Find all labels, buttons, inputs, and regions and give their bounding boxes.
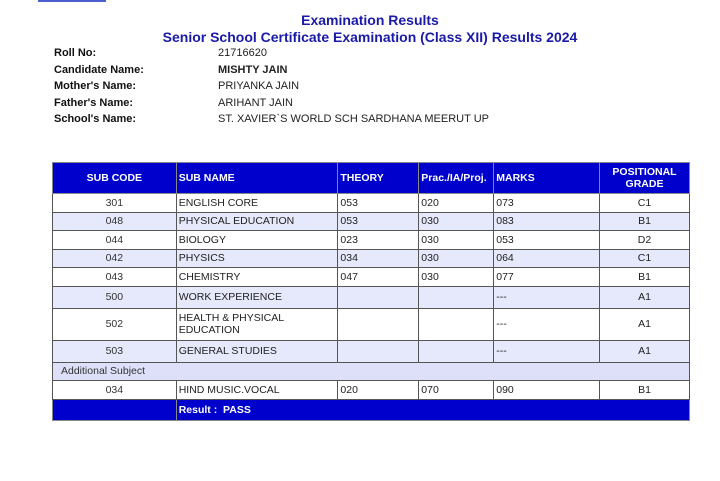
sub-code-cell: 502 [53, 308, 177, 340]
marks-cell: --- [494, 286, 600, 308]
marks-cell: 064 [494, 249, 600, 268]
header-theory: THEORY [338, 163, 419, 194]
roll-row [54, 45, 489, 62]
header-sub-code: SUB CODE [53, 163, 177, 194]
prac-cell [419, 308, 494, 340]
sub-code-cell: 048 [53, 212, 177, 231]
theory-cell: 053 [338, 194, 419, 213]
prac-cell: 030 [419, 268, 494, 287]
header-positional-grade: POSITIONAL GRADE [600, 163, 690, 194]
sub-code-cell: 034 [53, 381, 177, 400]
sub-code-cell: 301 [53, 194, 177, 213]
theory-cell: 023 [338, 231, 419, 250]
sub-name-cell: GENERAL STUDIES [176, 340, 338, 362]
prac-cell [419, 340, 494, 362]
father-name-value: ARIHANT JAIN [218, 96, 293, 109]
candidate-name-label: Candidate Name: [54, 63, 144, 76]
top-link-underline [38, 0, 106, 2]
result-row [53, 399, 690, 420]
page-subtitle: Senior School Certificate Examination (Class XII) Results 2024 [162, 29, 578, 45]
candidate-name-value: MISHTY JAIN [218, 63, 288, 76]
page-title: Examination Results [301, 12, 439, 28]
grade-cell: B1 [600, 268, 690, 287]
theory-cell [338, 308, 419, 340]
marks-cell: 083 [494, 212, 600, 231]
table-row [53, 381, 690, 400]
sub-code-cell: 043 [53, 268, 177, 287]
sub-name-cell: HEALTH & PHYSICAL EDUCATION [176, 308, 338, 340]
grade-cell: C1 [600, 249, 690, 268]
sub-code-cell: 500 [53, 286, 177, 308]
header-sub-name: SUB NAME [176, 163, 338, 194]
theory-cell: 034 [338, 249, 419, 268]
roll-value: 21716620 [218, 47, 267, 60]
marks-cell: 073 [494, 194, 600, 213]
table-row [53, 286, 690, 308]
result-label: Result : [178, 403, 218, 416]
marks-cell: --- [494, 340, 600, 362]
theory-cell [338, 340, 419, 362]
grade-cell: A1 [600, 308, 690, 340]
candidate-info [54, 45, 489, 128]
table-header-row [53, 163, 690, 194]
result-spacer [53, 399, 177, 420]
mother-name-label: Mother's Name: [54, 80, 137, 93]
grade-cell: D2 [600, 231, 690, 250]
grade-cell: A1 [600, 340, 690, 362]
father-name-row [54, 95, 489, 112]
theory-cell: 047 [338, 268, 419, 287]
prac-cell: 020 [419, 194, 494, 213]
result-value: PASS [223, 403, 251, 416]
school-name-label: School's Name: [54, 113, 137, 126]
table-row [53, 249, 690, 268]
table-row [53, 212, 690, 231]
header-marks: MARKS [494, 163, 600, 194]
prac-cell: 030 [419, 212, 494, 231]
grade-cell: B1 [600, 381, 690, 400]
marks-cell: 077 [494, 268, 600, 287]
marks-cell: 053 [494, 231, 600, 250]
father-name-label: Father's Name: [54, 96, 134, 109]
result-cell [176, 399, 689, 420]
grade-cell: A1 [600, 286, 690, 308]
additional-subject-label: Additional Subject [53, 362, 690, 381]
sub-name-cell: ENGLISH CORE [176, 194, 338, 213]
marks-cell: 090 [494, 381, 600, 400]
school-name-value: ST. XAVIER`S WORLD SCH SARDHANA MEERUT UP [218, 113, 489, 126]
theory-cell: 020 [338, 381, 419, 400]
sub-code-cell: 044 [53, 231, 177, 250]
additional-subject-row [53, 362, 690, 381]
prac-cell [419, 286, 494, 308]
table-row [53, 308, 690, 340]
grade-cell: C1 [600, 194, 690, 213]
marks-cell: --- [494, 308, 600, 340]
sub-name-cell: CHEMISTRY [176, 268, 338, 287]
marks-table [52, 162, 690, 421]
sub-code-cell: 503 [53, 340, 177, 362]
sub-code-cell: 042 [53, 249, 177, 268]
prac-cell: 030 [419, 231, 494, 250]
table-row [53, 231, 690, 250]
theory-cell: 053 [338, 212, 419, 231]
table-row [53, 268, 690, 287]
header-prac: Prac./IA/Proj. [419, 163, 494, 194]
prac-cell: 070 [419, 381, 494, 400]
school-name-row [54, 111, 489, 128]
mother-name-value: PRIYANKA JAIN [218, 80, 300, 93]
sub-name-cell: PHYSICAL EDUCATION [176, 212, 338, 231]
prac-cell: 030 [419, 249, 494, 268]
sub-name-cell: BIOLOGY [176, 231, 338, 250]
candidate-name-row [54, 62, 489, 79]
table-row [53, 194, 690, 213]
grade-cell: B1 [600, 212, 690, 231]
sub-name-cell: HIND MUSIC.VOCAL [176, 381, 338, 400]
theory-cell [338, 286, 419, 308]
sub-name-cell: PHYSICS [176, 249, 338, 268]
table-row [53, 340, 690, 362]
sub-name-cell: WORK EXPERIENCE [176, 286, 338, 308]
roll-label: Roll No: [54, 47, 97, 60]
mother-name-row [54, 78, 489, 95]
